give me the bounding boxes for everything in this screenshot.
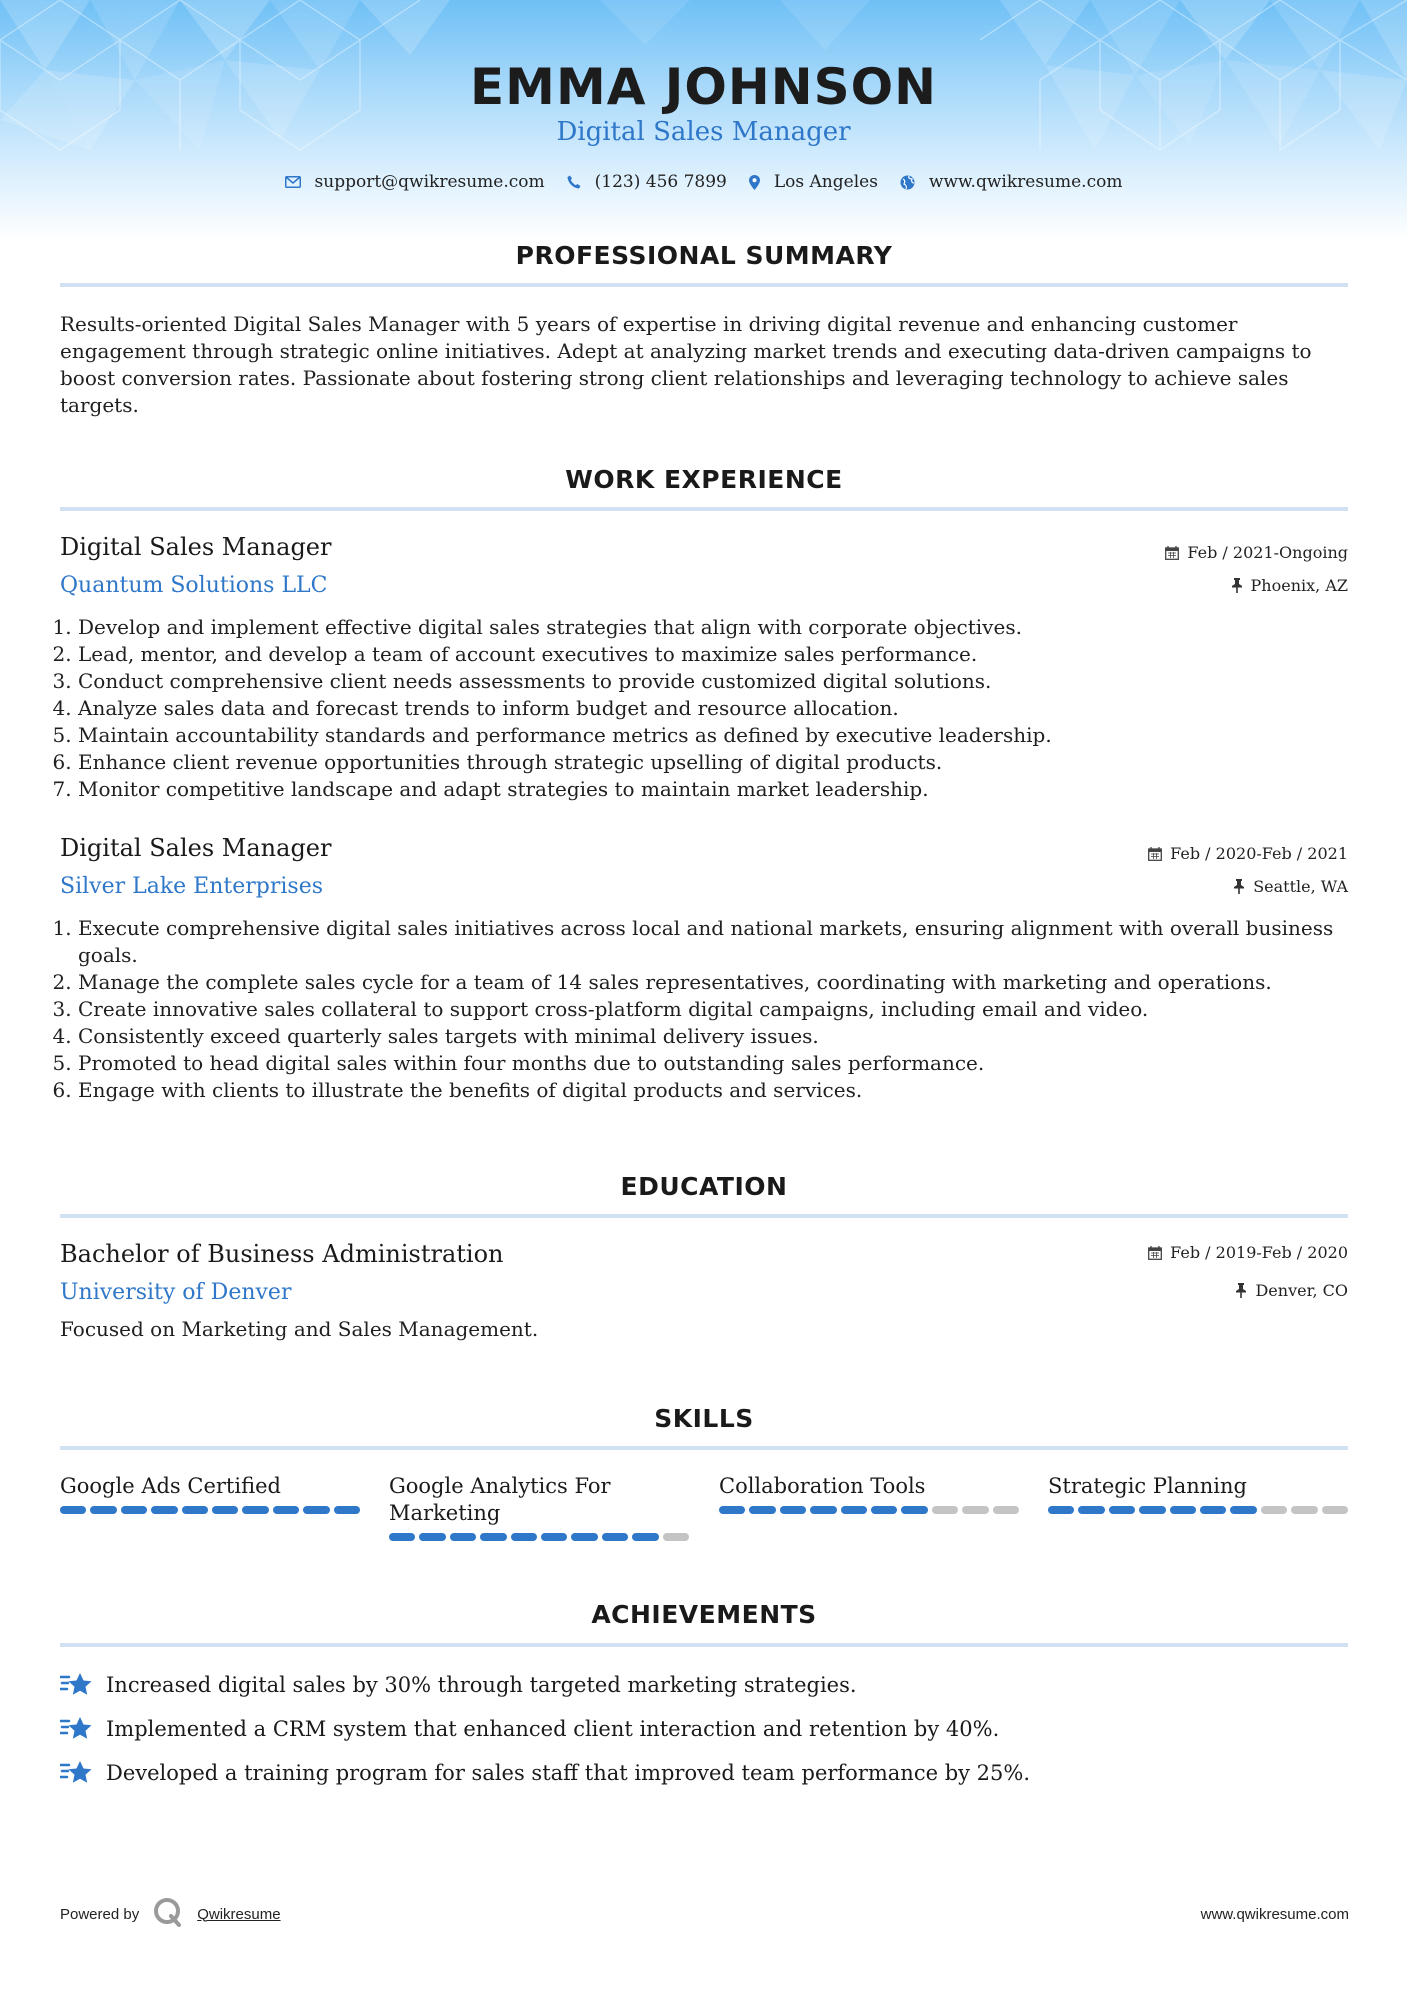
- skill-dot-filled: [841, 1506, 867, 1514]
- skill-dot-filled: [303, 1506, 329, 1514]
- job-title: Digital Sales Manager: [60, 834, 332, 862]
- company-name: Silver Lake Enterprises: [60, 874, 324, 899]
- candidate-name: EMMA JOHNSON: [470, 58, 937, 116]
- list-item: 6. Enhance client revenue opportunities through strategic upselling of digital products.: [78, 749, 1368, 776]
- achievement-item: [60, 1759, 1030, 1787]
- company-name: Quantum Solutions LLC: [60, 573, 328, 598]
- school-name: University of Denver: [60, 1280, 292, 1305]
- skill-dot-filled: [1139, 1506, 1165, 1514]
- skill-dot-filled: [719, 1506, 745, 1514]
- job-location: Phoenix, AZ: [1231, 576, 1348, 595]
- section-divider: [60, 1643, 1348, 1647]
- star-icon: [60, 1759, 94, 1787]
- skill-level-bar: [1048, 1506, 1348, 1514]
- section-title-summary: PROFESSIONAL SUMMARY: [515, 241, 893, 270]
- skill-dot-empty: [1261, 1506, 1287, 1514]
- skill-dot-filled: [602, 1533, 628, 1541]
- skill-dot-filled: [541, 1533, 567, 1541]
- contact-website[interactable]: [900, 172, 1123, 192]
- skill-dot-empty: [932, 1506, 958, 1514]
- achievement-item: [60, 1715, 999, 1743]
- skill-dot-filled: [480, 1533, 506, 1541]
- skill-dot-empty: [1291, 1506, 1317, 1514]
- summary-line: Results-oriented Digital Sales Manager with 5 years of expertise in driving digital revenue and enhancing customer: [60, 312, 1238, 336]
- skill-level-bar: [60, 1506, 360, 1514]
- list-item: 1. Develop and implement effective digital sales strategies that align with corporate objectives.: [78, 614, 1368, 641]
- skill-level-bar: [719, 1506, 1019, 1514]
- skill-dot-filled: [810, 1506, 836, 1514]
- summary-line: engagement through strategic online initiatives. Adept at analyzing market trends and executing data-driven campaigns to: [60, 339, 1312, 363]
- summary-text: [60, 311, 1350, 419]
- contact-bar: [0, 172, 1407, 192]
- skill-dot-filled: [273, 1506, 299, 1514]
- qwikresume-link[interactable]: Qwikresume: [197, 1905, 281, 1923]
- list-item: 4. Consistently exceed quarterly sales targets with minimal delivery issues.: [78, 1023, 1368, 1050]
- skill-dot-filled: [212, 1506, 238, 1514]
- section-divider: [60, 1214, 1348, 1218]
- skill-dot-filled: [901, 1506, 927, 1514]
- skill-dot-filled: [1078, 1506, 1104, 1514]
- skill-dot-filled: [1170, 1506, 1196, 1514]
- phone-text: (123) 456 7899: [594, 172, 727, 192]
- list-item: 5. Promoted to head digital sales within four months due to outstanding sales performance.: [78, 1050, 1368, 1077]
- skill-dot-filled: [419, 1533, 445, 1541]
- skill-dot-filled: [90, 1506, 116, 1514]
- skill-item: [719, 1473, 1019, 1514]
- resume-header: [0, 0, 1407, 240]
- powered-by-label: Powered by: [60, 1905, 140, 1923]
- skill-dot-filled: [389, 1533, 415, 1541]
- contact-email[interactable]: [285, 172, 545, 192]
- contact-location: [749, 172, 878, 192]
- section-title-skills: SKILLS: [654, 1404, 754, 1433]
- calendar-icon: [1148, 1246, 1162, 1260]
- skill-dot-filled: [1200, 1506, 1226, 1514]
- calendar-icon: [1148, 847, 1162, 861]
- job-date: Feb / 2021-Ongoing: [1165, 543, 1348, 562]
- skill-level-bar: [389, 1533, 689, 1541]
- job-duties: [60, 614, 1368, 803]
- job-date: Feb / 2020-Feb / 2021: [1148, 844, 1348, 863]
- pushpin-icon: [1231, 578, 1243, 593]
- skill-dot-empty: [993, 1506, 1019, 1514]
- section-divider: [60, 507, 1348, 511]
- footer-website[interactable]: www.qwikresume.com: [1200, 1906, 1349, 1923]
- skill-dot-filled: [1109, 1506, 1135, 1514]
- list-item: 3. Create innovative sales collateral to support cross-platform digital campaigns, including email and video.: [78, 996, 1368, 1023]
- list-item: 2. Lead, mentor, and develop a team of account executives to maximize sales performance.: [78, 641, 1368, 668]
- summary-line: targets.: [60, 393, 139, 417]
- list-item: 4. Analyze sales data and forecast trends to inform budget and resource allocation.: [78, 695, 1368, 722]
- education-note: Focused on Marketing and Sales Management.: [60, 1317, 539, 1341]
- skill-dot-filled: [121, 1506, 147, 1514]
- map-pin-icon: [749, 175, 760, 190]
- contact-phone[interactable]: [567, 172, 727, 192]
- achievement-text: Implemented a CRM system that enhanced client interaction and retention by 40%.: [106, 1717, 1000, 1741]
- skill-name: Collaboration Tools: [719, 1474, 926, 1498]
- skill-dot-filled: [871, 1506, 897, 1514]
- section-title-education: EDUCATION: [620, 1172, 788, 1201]
- skill-dot-filled: [1048, 1506, 1074, 1514]
- skill-name: Strategic Planning: [1048, 1474, 1247, 1498]
- candidate-role: Digital Sales Manager: [556, 117, 851, 147]
- footer-powered-by: [60, 1897, 281, 1931]
- job-title: Digital Sales Manager: [60, 533, 332, 561]
- email-text: support@qwikresume.com: [314, 172, 545, 192]
- skill-dot-filled: [511, 1533, 537, 1541]
- skill-dot-filled: [571, 1533, 597, 1541]
- pushpin-icon: [1235, 1283, 1247, 1298]
- star-icon: [60, 1715, 94, 1743]
- skill-item: [60, 1473, 360, 1514]
- phone-icon: [567, 175, 581, 189]
- achievement-text: Developed a training program for sales staff that improved team performance by 25%.: [106, 1761, 1031, 1785]
- list-item: 6. Engage with clients to illustrate the benefits of digital products and services.: [78, 1077, 1368, 1104]
- achievement-text: Increased digital sales by 30% through targeted marketing strategies.: [106, 1673, 857, 1697]
- skill-dot-filled: [780, 1506, 806, 1514]
- skill-dot-filled: [749, 1506, 775, 1514]
- skill-dot-filled: [450, 1533, 476, 1541]
- list-item: 1. Execute comprehensive digital sales initiatives across local and national markets, ensuring alignment with overall business goals.: [78, 915, 1368, 969]
- star-icon: [60, 1671, 94, 1699]
- summary-line: boost conversion rates. Passionate about fostering strong client relationships and leveraging technology to achieve sales: [60, 366, 1289, 390]
- section-divider: [60, 1446, 1348, 1450]
- website-text: www.qwikresume.com: [928, 172, 1123, 192]
- list-item: 3. Conduct comprehensive client needs assessments to provide customized digital solutions.: [78, 668, 1368, 695]
- skill-dot-filled: [334, 1506, 360, 1514]
- pushpin-icon: [1233, 879, 1245, 894]
- skill-name: Google Ads Certified: [60, 1474, 281, 1498]
- skill-dot-empty: [962, 1506, 988, 1514]
- skill-dot-filled: [632, 1533, 658, 1541]
- skill-dot-empty: [663, 1533, 689, 1541]
- section-divider: [60, 283, 1348, 287]
- globe-icon: [900, 175, 915, 190]
- calendar-icon: [1165, 546, 1179, 560]
- skill-dot-filled: [242, 1506, 268, 1514]
- qwikresume-logo-icon: [153, 1897, 183, 1931]
- skill-name: Google Analytics For Marketing: [389, 1474, 611, 1525]
- skill-dot-filled: [182, 1506, 208, 1514]
- skill-dot-filled: [60, 1506, 86, 1514]
- location-text: Los Angeles: [773, 172, 878, 192]
- achievement-item: [60, 1671, 857, 1699]
- list-item: 5. Maintain accountability standards and performance metrics as defined by executive leadership.: [78, 722, 1368, 749]
- skill-dot-empty: [1322, 1506, 1348, 1514]
- job-duties: [60, 915, 1368, 1104]
- skill-dot-filled: [1230, 1506, 1256, 1514]
- skill-item: [389, 1473, 689, 1541]
- education-date: Feb / 2019-Feb / 2020: [1148, 1243, 1348, 1262]
- list-item: 2. Manage the complete sales cycle for a team of 14 sales representatives, coordinating with marketing and operations.: [78, 969, 1368, 996]
- degree-title: Bachelor of Business Administration: [60, 1240, 504, 1268]
- skill-dot-filled: [151, 1506, 177, 1514]
- skill-item: [1048, 1473, 1348, 1514]
- education-location: Denver, CO: [1235, 1281, 1348, 1300]
- envelope-icon: [285, 176, 301, 188]
- section-title-experience: WORK EXPERIENCE: [565, 465, 843, 494]
- list-item: 7. Monitor competitive landscape and adapt strategies to maintain market leadership.: [78, 776, 1368, 803]
- section-title-achievements: ACHIEVEMENTS: [591, 1600, 817, 1629]
- job-location: Seattle, WA: [1233, 877, 1348, 896]
